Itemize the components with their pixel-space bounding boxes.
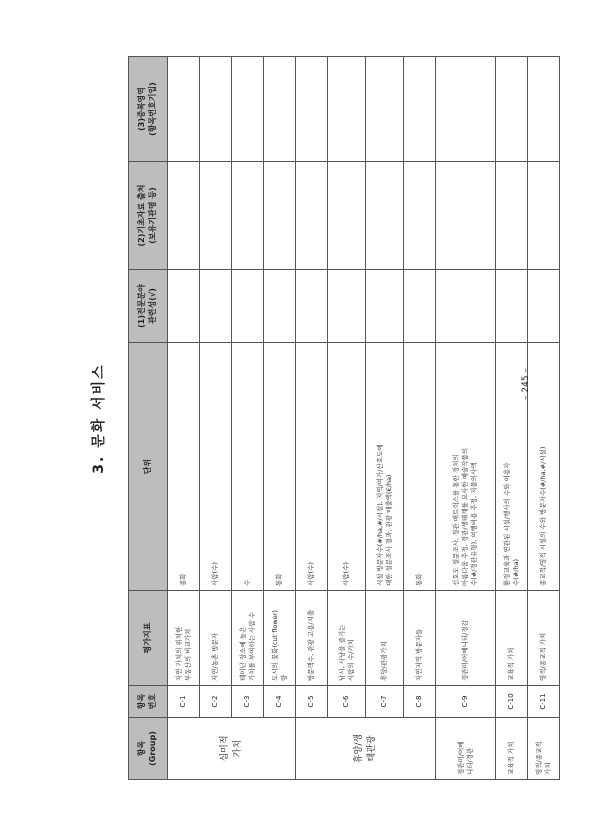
page-number: – 245 – [521, 368, 531, 400]
overlap-cell[interactable] [328, 57, 366, 162]
header-row [129, 57, 168, 780]
source-cell[interactable] [404, 162, 436, 270]
source-cell[interactable] [366, 162, 404, 270]
relevance-cell[interactable] [200, 270, 232, 343]
row-unit: 환경교육과 연관된 시설/행사의 수와 이용자 수(#/ha) [496, 343, 528, 591]
group-education: 교육적 가치 [496, 718, 528, 780]
row-indicator: 자연지역 방문자들 [404, 591, 436, 686]
table-row [328, 57, 366, 780]
relevance-cell[interactable] [232, 270, 264, 343]
row-indicator: 경관미/어메니티/경감 [436, 591, 496, 686]
relevance-cell[interactable] [328, 270, 366, 343]
row-code: C-4 [264, 686, 296, 718]
relevance-cell[interactable] [296, 270, 328, 343]
row-indicator: 방문객수, 관광 고용/지출 [296, 591, 328, 686]
header-relevance: (1)전문분야 관련성(√) [129, 270, 168, 343]
row-code: C-3 [232, 686, 264, 718]
row-unit: 종화 [168, 343, 200, 591]
overlap-cell[interactable] [404, 57, 436, 162]
table-row [366, 57, 404, 780]
overlap-cell[interactable] [528, 57, 560, 162]
row-unit: 사람(수) [328, 343, 366, 591]
source-cell[interactable] [200, 162, 232, 270]
group-aesthetic: 심미적 가치 [168, 718, 296, 780]
table-row [496, 57, 528, 780]
row-indicator: 낚시, 사냥을 즐기는 사람의 수/가치 [328, 591, 366, 686]
row-indicator: 테이난 장소에 높은 가치를 부여하는 사람 수 [232, 591, 264, 686]
row-indicator: 도시의 꽃화(cut flower) 량 [264, 591, 296, 686]
table-row [200, 57, 232, 780]
header-unit: 단위 [129, 343, 168, 591]
overlap-cell[interactable] [436, 57, 496, 162]
source-cell[interactable] [296, 162, 328, 270]
header-overlap: (3)중복영역 (항목번호기입) [129, 57, 168, 162]
source-cell[interactable] [232, 162, 264, 270]
row-indicator: 자연 가치의 위치한 부동산의 비교가치 [168, 591, 200, 686]
row-indicator: 교육적 가치 [496, 591, 528, 686]
relevance-cell[interactable] [528, 270, 560, 343]
row-code: C-7 [366, 686, 404, 718]
row-code: C-11 [528, 686, 560, 718]
overlap-cell[interactable] [296, 57, 328, 162]
relevance-cell[interactable] [168, 270, 200, 343]
header-source: (2)기초자료 출처 (보유기관명 등) [129, 162, 168, 270]
relevance-cell[interactable] [404, 270, 436, 343]
overlap-cell[interactable] [168, 57, 200, 162]
source-cell[interactable] [496, 162, 528, 270]
row-code: C-6 [328, 686, 366, 718]
overlap-cell[interactable] [496, 57, 528, 162]
source-cell[interactable] [436, 162, 496, 270]
relevance-cell[interactable] [366, 270, 404, 343]
row-indicator: 자연/농촌 방문자 [200, 591, 232, 686]
table-row [528, 57, 560, 780]
table-row [436, 57, 496, 780]
header-group: 항목 (Group) [129, 718, 168, 780]
table-row [168, 57, 200, 780]
source-cell[interactable] [264, 162, 296, 270]
row-code: C-2 [200, 686, 232, 718]
row-code: C-10 [496, 686, 528, 718]
overlap-cell[interactable] [366, 57, 404, 162]
source-cell[interactable] [328, 162, 366, 270]
group-recreation: 휴양/생 태관광 [296, 718, 436, 780]
page-title: 3. 문화 서비스 [91, 363, 107, 474]
relevance-cell[interactable] [496, 270, 528, 343]
relevance-cell[interactable] [264, 270, 296, 343]
row-code: C-1 [168, 686, 200, 718]
row-unit: 통화 [264, 343, 296, 591]
source-cell[interactable] [168, 162, 200, 270]
source-cell[interactable] [528, 162, 560, 270]
row-unit: 선호도 설문조사, 경관 매트릭스를 통한 경치의 아름다움 추정, 경관/생태계를 묘사한 예술작품의 수(#/경관유형), 여행비용 추정, 지불의사액 [436, 343, 496, 591]
header-indicator: 평가지표 [129, 591, 168, 686]
header-code: 항목 번호 [129, 686, 168, 718]
table-row [296, 57, 328, 780]
relevance-cell[interactable] [436, 270, 496, 343]
table-row [232, 57, 264, 780]
row-unit: 통화 [404, 343, 436, 591]
group-landscape: 경관미/어메 니티/경관 [436, 718, 496, 780]
row-indicator: 휴양/관광가치 [366, 591, 404, 686]
rotated-sheet [84, 57, 552, 780]
overlap-cell[interactable] [232, 57, 264, 162]
evaluation-table [128, 56, 560, 780]
row-unit: 수 [232, 343, 264, 591]
row-unit: 사람(수) [200, 343, 232, 591]
row-code: C-5 [296, 686, 328, 718]
overlap-cell[interactable] [200, 57, 232, 162]
row-code: C-9 [436, 686, 496, 718]
group-spiritual: 영적/종교적 가치 [528, 718, 560, 780]
row-unit: 종교적/영적 시설의 수와 방문자수(#/ha,#/시설) [528, 343, 560, 591]
table-row [404, 57, 436, 780]
row-code: C-8 [404, 686, 436, 718]
overlap-cell[interactable] [264, 57, 296, 162]
row-unit: 시설 방문자수(#/ha,#/시설), 지역/여가/산호도에 대한 설문조사 결과, 관광 매출액(€/ha) [366, 343, 404, 591]
row-unit: 사람(수) [296, 343, 328, 591]
row-indicator: 영적/종교적 가치 [528, 591, 560, 686]
table-row [264, 57, 296, 780]
